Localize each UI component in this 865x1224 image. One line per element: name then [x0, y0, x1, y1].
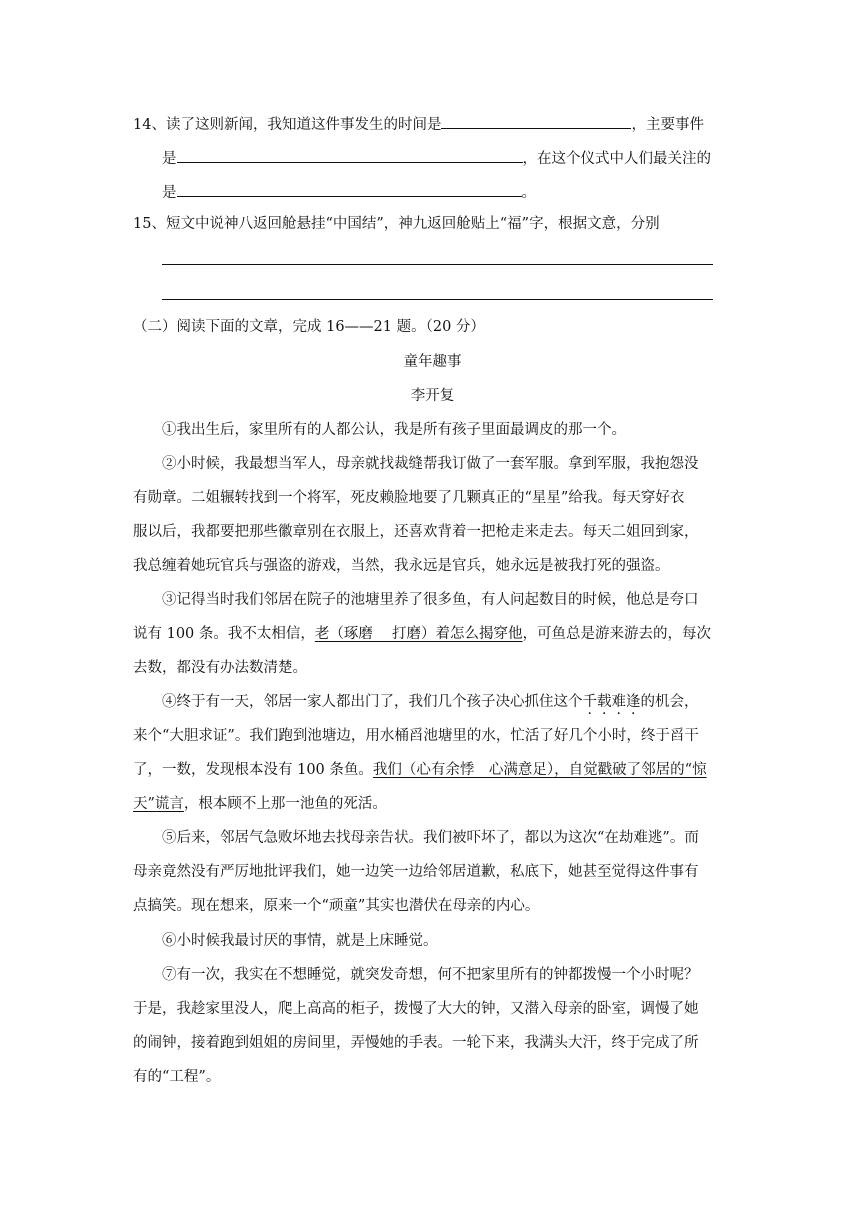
paragraph-2-line-1: ②小时候，我最想当军人，母亲就找裁缝帮我订做了一套军服。拿到军服，我抱怨没: [162, 456, 699, 472]
paragraph-7-line-4: 有的“工程”。: [133, 1069, 221, 1085]
question-14-line-3: [162, 180, 536, 203]
question-14-line-1: [133, 112, 704, 135]
paragraph-4-text: ④终于有一天，邻居一家人都出门了，我们几个孩子决心抓住这个: [162, 694, 583, 710]
paragraph-7-line-3: 的闹钟，接着跑到姐姐的房间里，弄慢她的手表。一轮下来，我满头大汗，终于完成了所: [133, 1035, 699, 1051]
underlined-choice-1: 老（琢磨 打磨）着怎么揭穿他: [314, 626, 523, 642]
paragraph-3-text-2: ，可鱼总是游来游去的，每次: [522, 626, 712, 642]
paragraph-4-line-2: 来个“大胆求证”。我们跑到池塘边，用水桶舀池塘里的水，忙活了好几个小时，终于舀干: [133, 728, 699, 744]
paragraph-3-line-1: ③记得当时我们邻居在院子的池塘里养了很多鱼，有人问起数目的时候，他总是夸口: [162, 592, 699, 608]
paragraph-3-line-2: [133, 624, 711, 644]
paragraph-5-line-3: 点搞笑。现在想来，原来一个“顽童”其实也潜伏在母亲的内心。: [133, 898, 540, 914]
question-14-end: 。: [521, 185, 536, 201]
paragraph-3-text: 说有 100 条。我不太相信，: [133, 626, 315, 642]
paragraph-4-text-2: 的机会，: [640, 694, 699, 710]
paragraph-1: ①我出生后，家里所有的人都公认，我是所有孩子里面最调皮的那一个。: [162, 422, 626, 438]
paragraph-5-line-1: ⑤后来，邻居气急败坏地去找母亲告状。我们被吓坏了，都以为这次“在劫难逃”。而: [162, 830, 699, 846]
dotted-char: 逢: [626, 694, 641, 710]
paragraph-7-line-2: 于是，我趁家里没人，爬上高高的柜子，拨慢了大大的钟，又潜入母亲的卧室，调慢了她: [133, 1001, 699, 1017]
paragraph-2-line-3: 服以后，我都要把那些徽章别在衣服上，还喜欢背着一把枪走来走去。每天二姐回到家，: [133, 524, 699, 540]
question-14-text-2: ，主要事件: [631, 117, 704, 133]
paragraph-7-line-1: ⑦有一次，我实在不想睡觉，就突发奇想，何不把家里所有的钟都拨慢一个小时呢？: [162, 967, 699, 983]
question-15-text: 15、短文中说神八返回舱悬挂“中国结”，神九返回舱贴上“福”字，根据文意，分别: [133, 216, 660, 232]
paragraph-4-text-4: ，根本顾不上那一池鱼的死活。: [183, 796, 387, 812]
question-14-prefix-2: 是: [162, 185, 177, 201]
paragraph-4-line-4: [133, 794, 387, 814]
question-14-text-3: ，在这个仪式中人们最关注的: [522, 151, 711, 167]
article-author: 李开复: [410, 388, 455, 404]
answer-blank-time[interactable]: [441, 112, 631, 129]
question-14-prefix: 是: [162, 151, 177, 167]
paragraph-5-line-2: 母亲竟然没有严厉地批评我们，她一边笑一边给邻居道歉，私底下，她甚至觉得这件事有: [133, 864, 699, 880]
answer-line-2[interactable]: [162, 299, 713, 300]
underlined-choice-2: 我们（心有余悸 心满意足），自觉戳破了邻居的“惊: [372, 762, 707, 778]
dotted-char: 千: [582, 694, 597, 710]
question-14-line-2: [162, 146, 711, 169]
paragraph-4-line-3: [133, 760, 707, 780]
underlined-choice-2-end: 天”谎言: [133, 796, 184, 812]
article-title: 童年趣事: [403, 354, 462, 370]
paragraph-4-text-3: 了，一数，发现根本没有 100 条鱼。: [133, 762, 373, 778]
paragraph-2-line-4: 我总缠着她玩官兵与强盗的游戏，当然，我永远是官兵，她永远是被我打死的强盗。: [133, 558, 670, 574]
paragraph-6: ⑥小时候我最讨厌的事情，就是上床睡觉。: [162, 933, 438, 949]
answer-blank-focus[interactable]: [177, 180, 522, 197]
section-heading: （二）阅读下面的文章，完成 16——21 题。（20 分）: [133, 319, 485, 335]
paragraph-2-line-2: 有勋章。二姐辗转找到一个将军，死皮赖脸地要了几颗真正的“星星”给我。每天穿好衣: [133, 490, 685, 506]
paragraph-4-line-1: [162, 692, 699, 712]
dotted-char: 难: [611, 694, 626, 710]
answer-line-1[interactable]: [162, 264, 713, 265]
question-14-text: 14、读了这则新闻，我知道这件事发生的时间是: [133, 117, 442, 133]
paragraph-3-line-3: 去数，都没有办法数清楚。: [133, 660, 307, 676]
answer-blank-event[interactable]: [177, 146, 523, 163]
dotted-char: 载: [597, 694, 612, 710]
